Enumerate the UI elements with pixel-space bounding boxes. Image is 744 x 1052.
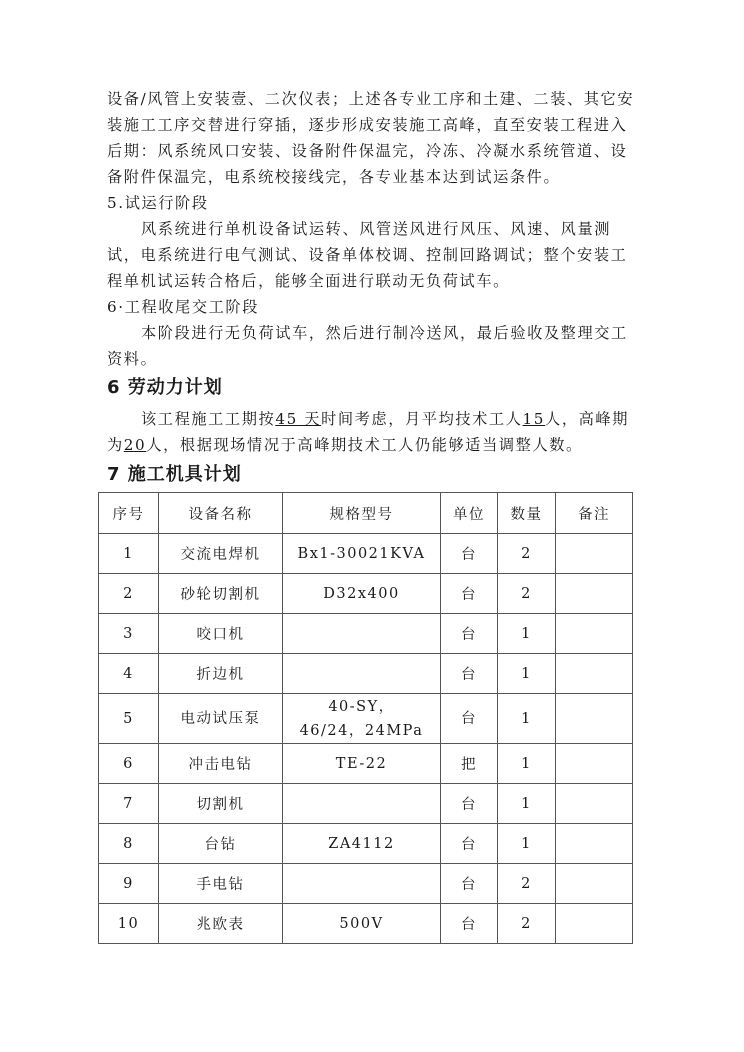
cell-no: 3 — [99, 614, 159, 654]
cell-spec — [283, 614, 441, 654]
table-row — [99, 904, 633, 944]
cell-qty: 2 — [498, 864, 556, 904]
table-row — [99, 784, 633, 824]
cell-name: 兆欧表 — [159, 904, 283, 944]
paragraph-install-phase: 设备/风管上安装壹、二次仪表；上述各专业工序和土建、二装、其它安装施工工序交替进行穿插，逐步形成安装施工高峰，直至安装工程进入后期：风系统风口安装、设备附件保温完，冷冻、冷凝水系统管道、设备附件保温完，电系统校接线完，各专业基本达到试运条件。 — [107, 90, 635, 186]
cell-unit: 台 — [441, 614, 498, 654]
cell-spec: 40-SY，46/24，24MPa — [283, 694, 441, 744]
cell-unit: 台 — [441, 694, 498, 744]
cell-no: 6 — [99, 744, 159, 784]
cell-name: 冲击电钻 — [159, 744, 283, 784]
col-header-no: 序号 — [99, 493, 159, 534]
cell-spec: Bx1-30021KVA — [283, 534, 441, 574]
table-row — [99, 574, 633, 614]
labor-plan-heading: 6 劳动力计划 — [107, 377, 223, 398]
cell-note — [556, 614, 633, 654]
cell-spec: TE-22 — [283, 744, 441, 784]
cell-no: 7 — [99, 784, 159, 824]
cell-no: 1 — [99, 534, 159, 574]
cell-spec — [283, 784, 441, 824]
cell-name: 折边机 — [159, 654, 283, 694]
table-row — [99, 864, 633, 904]
col-header-qty: 数量 — [498, 493, 556, 534]
cell-qty: 1 — [498, 614, 556, 654]
equipment-table — [98, 492, 633, 944]
cell-unit: 台 — [441, 534, 498, 574]
cell-unit: 台 — [441, 864, 498, 904]
cell-no: 10 — [99, 904, 159, 944]
labor-text-2: 时间考虑，月平均技术工人 — [321, 410, 523, 428]
labor-peak-workers: 20 — [123, 436, 147, 454]
cell-note — [556, 744, 633, 784]
cell-no: 9 — [99, 864, 159, 904]
cell-spec: 500V — [283, 904, 441, 944]
cell-name: 电动试压泵 — [159, 694, 283, 744]
cell-unit: 台 — [441, 904, 498, 944]
cell-qty: 1 — [498, 784, 556, 824]
cell-qty: 1 — [498, 824, 556, 864]
cell-spec: ZA4112 — [283, 824, 441, 864]
table-row — [99, 534, 633, 574]
col-header-spec: 规格型号 — [283, 493, 441, 534]
cell-unit: 台 — [441, 824, 498, 864]
cell-unit: 台 — [441, 784, 498, 824]
labor-days: 45 天 — [275, 410, 322, 428]
labor-plan-paragraph — [107, 406, 639, 458]
cell-no: 2 — [99, 574, 159, 614]
cell-name: 切割机 — [159, 784, 283, 824]
cell-no: 4 — [99, 654, 159, 694]
cell-note — [556, 824, 633, 864]
cell-qty: 1 — [498, 694, 556, 744]
cell-qty: 1 — [498, 744, 556, 784]
equipment-plan-heading: 7 施工机具计划 — [107, 464, 242, 485]
table-row — [99, 654, 633, 694]
table-row — [99, 614, 633, 654]
table-row — [99, 824, 633, 864]
table-header-row — [99, 493, 633, 534]
cell-unit: 台 — [441, 654, 498, 694]
col-header-name: 设备名称 — [159, 493, 283, 534]
cell-name: 交流电焊机 — [159, 534, 283, 574]
cell-qty: 2 — [498, 574, 556, 614]
col-header-note: 备注 — [556, 493, 633, 534]
cell-spec — [283, 654, 441, 694]
cell-note — [556, 694, 633, 744]
cell-name: 台钻 — [159, 824, 283, 864]
cell-note — [556, 654, 633, 694]
table-row — [99, 694, 633, 744]
cell-spec — [283, 864, 441, 904]
cell-qty: 2 — [498, 904, 556, 944]
labor-text-1: 该工程施工工期按 — [141, 410, 276, 428]
cell-name: 手电钻 — [159, 864, 283, 904]
section-6-title: 6·工程收尾交工阶段 — [107, 298, 259, 316]
table-row — [99, 744, 633, 784]
section-6-body: 本阶段进行无负荷试车，然后进行制冷送风，最后验收及整理交工资料。 — [107, 324, 628, 368]
cell-qty: 2 — [498, 534, 556, 574]
cell-note — [556, 784, 633, 824]
cell-name: 砂轮切割机 — [159, 574, 283, 614]
labor-text-4: 人，根据现场情况于高峰期技术工人仍能够适当调整人数。 — [146, 436, 583, 454]
cell-spec: D32x400 — [283, 574, 441, 614]
cell-qty: 1 — [498, 654, 556, 694]
col-header-unit: 单位 — [441, 493, 498, 534]
cell-note — [556, 574, 633, 614]
cell-no: 5 — [99, 694, 159, 744]
cell-no: 8 — [99, 824, 159, 864]
cell-name: 咬口机 — [159, 614, 283, 654]
cell-unit: 把 — [441, 744, 498, 784]
cell-unit: 台 — [441, 574, 498, 614]
cell-note — [556, 904, 633, 944]
section-5-title: 5.试运行阶段 — [107, 194, 209, 212]
labor-avg-workers: 15 — [522, 410, 546, 428]
section-5-body: 风系统进行单机设备试运转、风管送风进行风压、风速、风量测试，电系统进行电气测试、设备单体校调、控制回路调试；整个安装工程单机试运转合格后，能够全面进行联动无负荷试车。 — [107, 220, 628, 290]
cell-note — [556, 534, 633, 574]
cell-note — [556, 864, 633, 904]
labor-text-3: 人，高峰期为 — [107, 410, 629, 454]
